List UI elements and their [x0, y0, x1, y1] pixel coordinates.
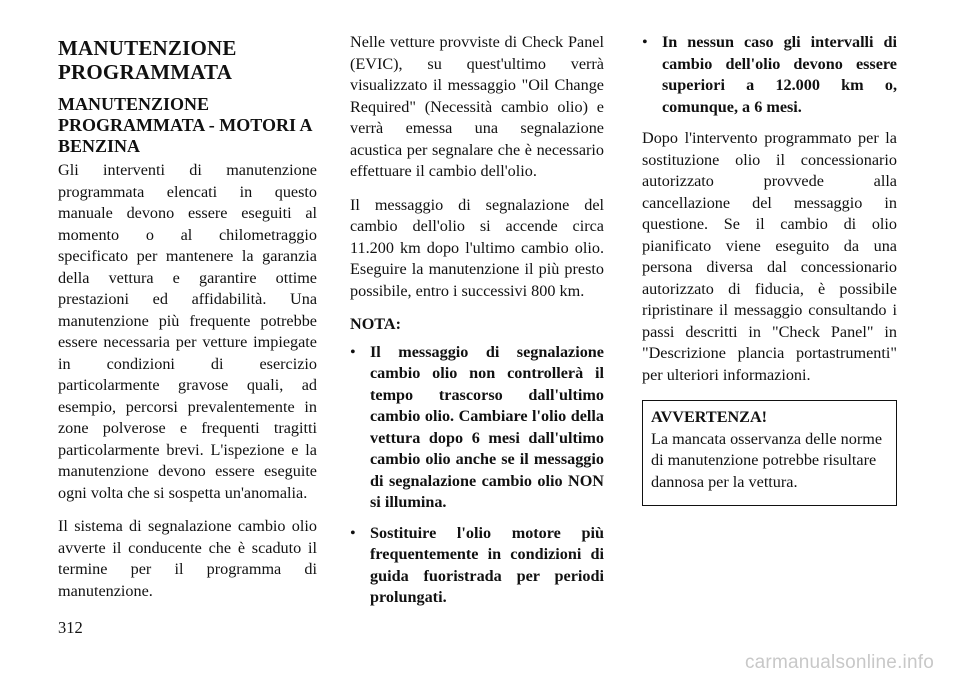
- column-2: [350, 32, 604, 619]
- list-item-text: In nessun caso gli intervalli di cambio dell'olio devono essere superiori a 12.000 km o, comunque, a 6 mesi.: [662, 33, 897, 116]
- paragraph: Il messaggio di segnalazione del cambio dell'olio si accende circa 11.200 km dopo l'ultimo cambio olio. Eseguire la manutenzione il più presto possibile, entro i successivi 800 km.: [350, 195, 604, 300]
- list-item-text: Il messaggio di segnalazione cambio olio non controllerà il tempo trascorso dall'ultimo cambio olio. Cambiare l'olio della vettura dopo 6 mesi dall'ultimo cambio olio anche se il messaggio di segnalazione cambio olio NON si illumina.: [370, 342, 604, 511]
- paragraph: Gli interventi di manutenzione programmata elencati in questo manuale devono essere eseguiti al momento o al chilometraggio specificato per mantenere la garanzia della vettura e garantire ottime prestazioni ed affidabilità. Una manutenzione più frequente potrebbe essere necessaria per vetture impiegate in condizioni di esercizio particolarmente gravose quali, ad esempio, percorsi prevalentemente in zone polverose e frequenti tragitti particolarmente brevi. L'ispezione e la manutenzione devono essere eseguite ogni volta che si sospetta un'anomalia.: [58, 161, 317, 502]
- section-title: MANUTENZIONE PROGRAMMATA: [58, 36, 237, 84]
- list-item-text: Sostituire l'olio motore più frequentemente in condizioni di guida fuoristrada per periodi prolungati.: [370, 523, 604, 606]
- watermark: carmanualsonline.info: [744, 652, 934, 673]
- warning-box: [642, 400, 897, 506]
- page-number: 312: [58, 618, 83, 637]
- note-list: [642, 32, 897, 118]
- paragraph: Il sistema di segnalazione cambio olio avverte il conducente che è scaduto il termine per il programma di manutenzione.: [58, 517, 317, 600]
- paragraph: Dopo l'intervento programmato per la sostituzione olio il concessionario autorizzato provvede alla cancellazione del messaggio in questione. Se il cambio di olio pianificato viene eseguito da una persona diversa dal concessionario autorizzato di fiducia, è possibile ripristinare il messaggio consultando i passi descritti in "Check Panel" in "Descrizione plancia portastrumenti" per ulteriori informazioni.: [642, 129, 897, 384]
- note-list: [350, 342, 604, 609]
- warning-title: AVVERTENZA!: [651, 408, 768, 426]
- subsection-title: MANUTENZIONE PROGRAMMATA - MOTORI A BENZINA: [58, 94, 312, 156]
- note-label: NOTA:: [350, 315, 401, 333]
- bullet-icon: •: [350, 342, 356, 361]
- column-3: [642, 32, 897, 506]
- bullet-icon: •: [642, 33, 648, 51]
- list-item: [350, 523, 604, 609]
- bullet-icon: •: [350, 523, 356, 542]
- list-item: [642, 32, 897, 118]
- paragraph: Nelle vetture provviste di Check Panel (EVIC), su quest'ultimo verrà visualizzato il messaggio "Oil Change Required" (Necessità cambio olio) e verrà emessa una segnalazione acustica per segnalare che è necessario effettuare il cambio dell'olio.: [350, 33, 604, 180]
- list-item: [350, 342, 604, 514]
- column-1: [58, 32, 317, 614]
- warning-text: La mancata osservanza delle norme di manutenzione potrebbe risultare dannosa per la vettura.: [651, 429, 883, 491]
